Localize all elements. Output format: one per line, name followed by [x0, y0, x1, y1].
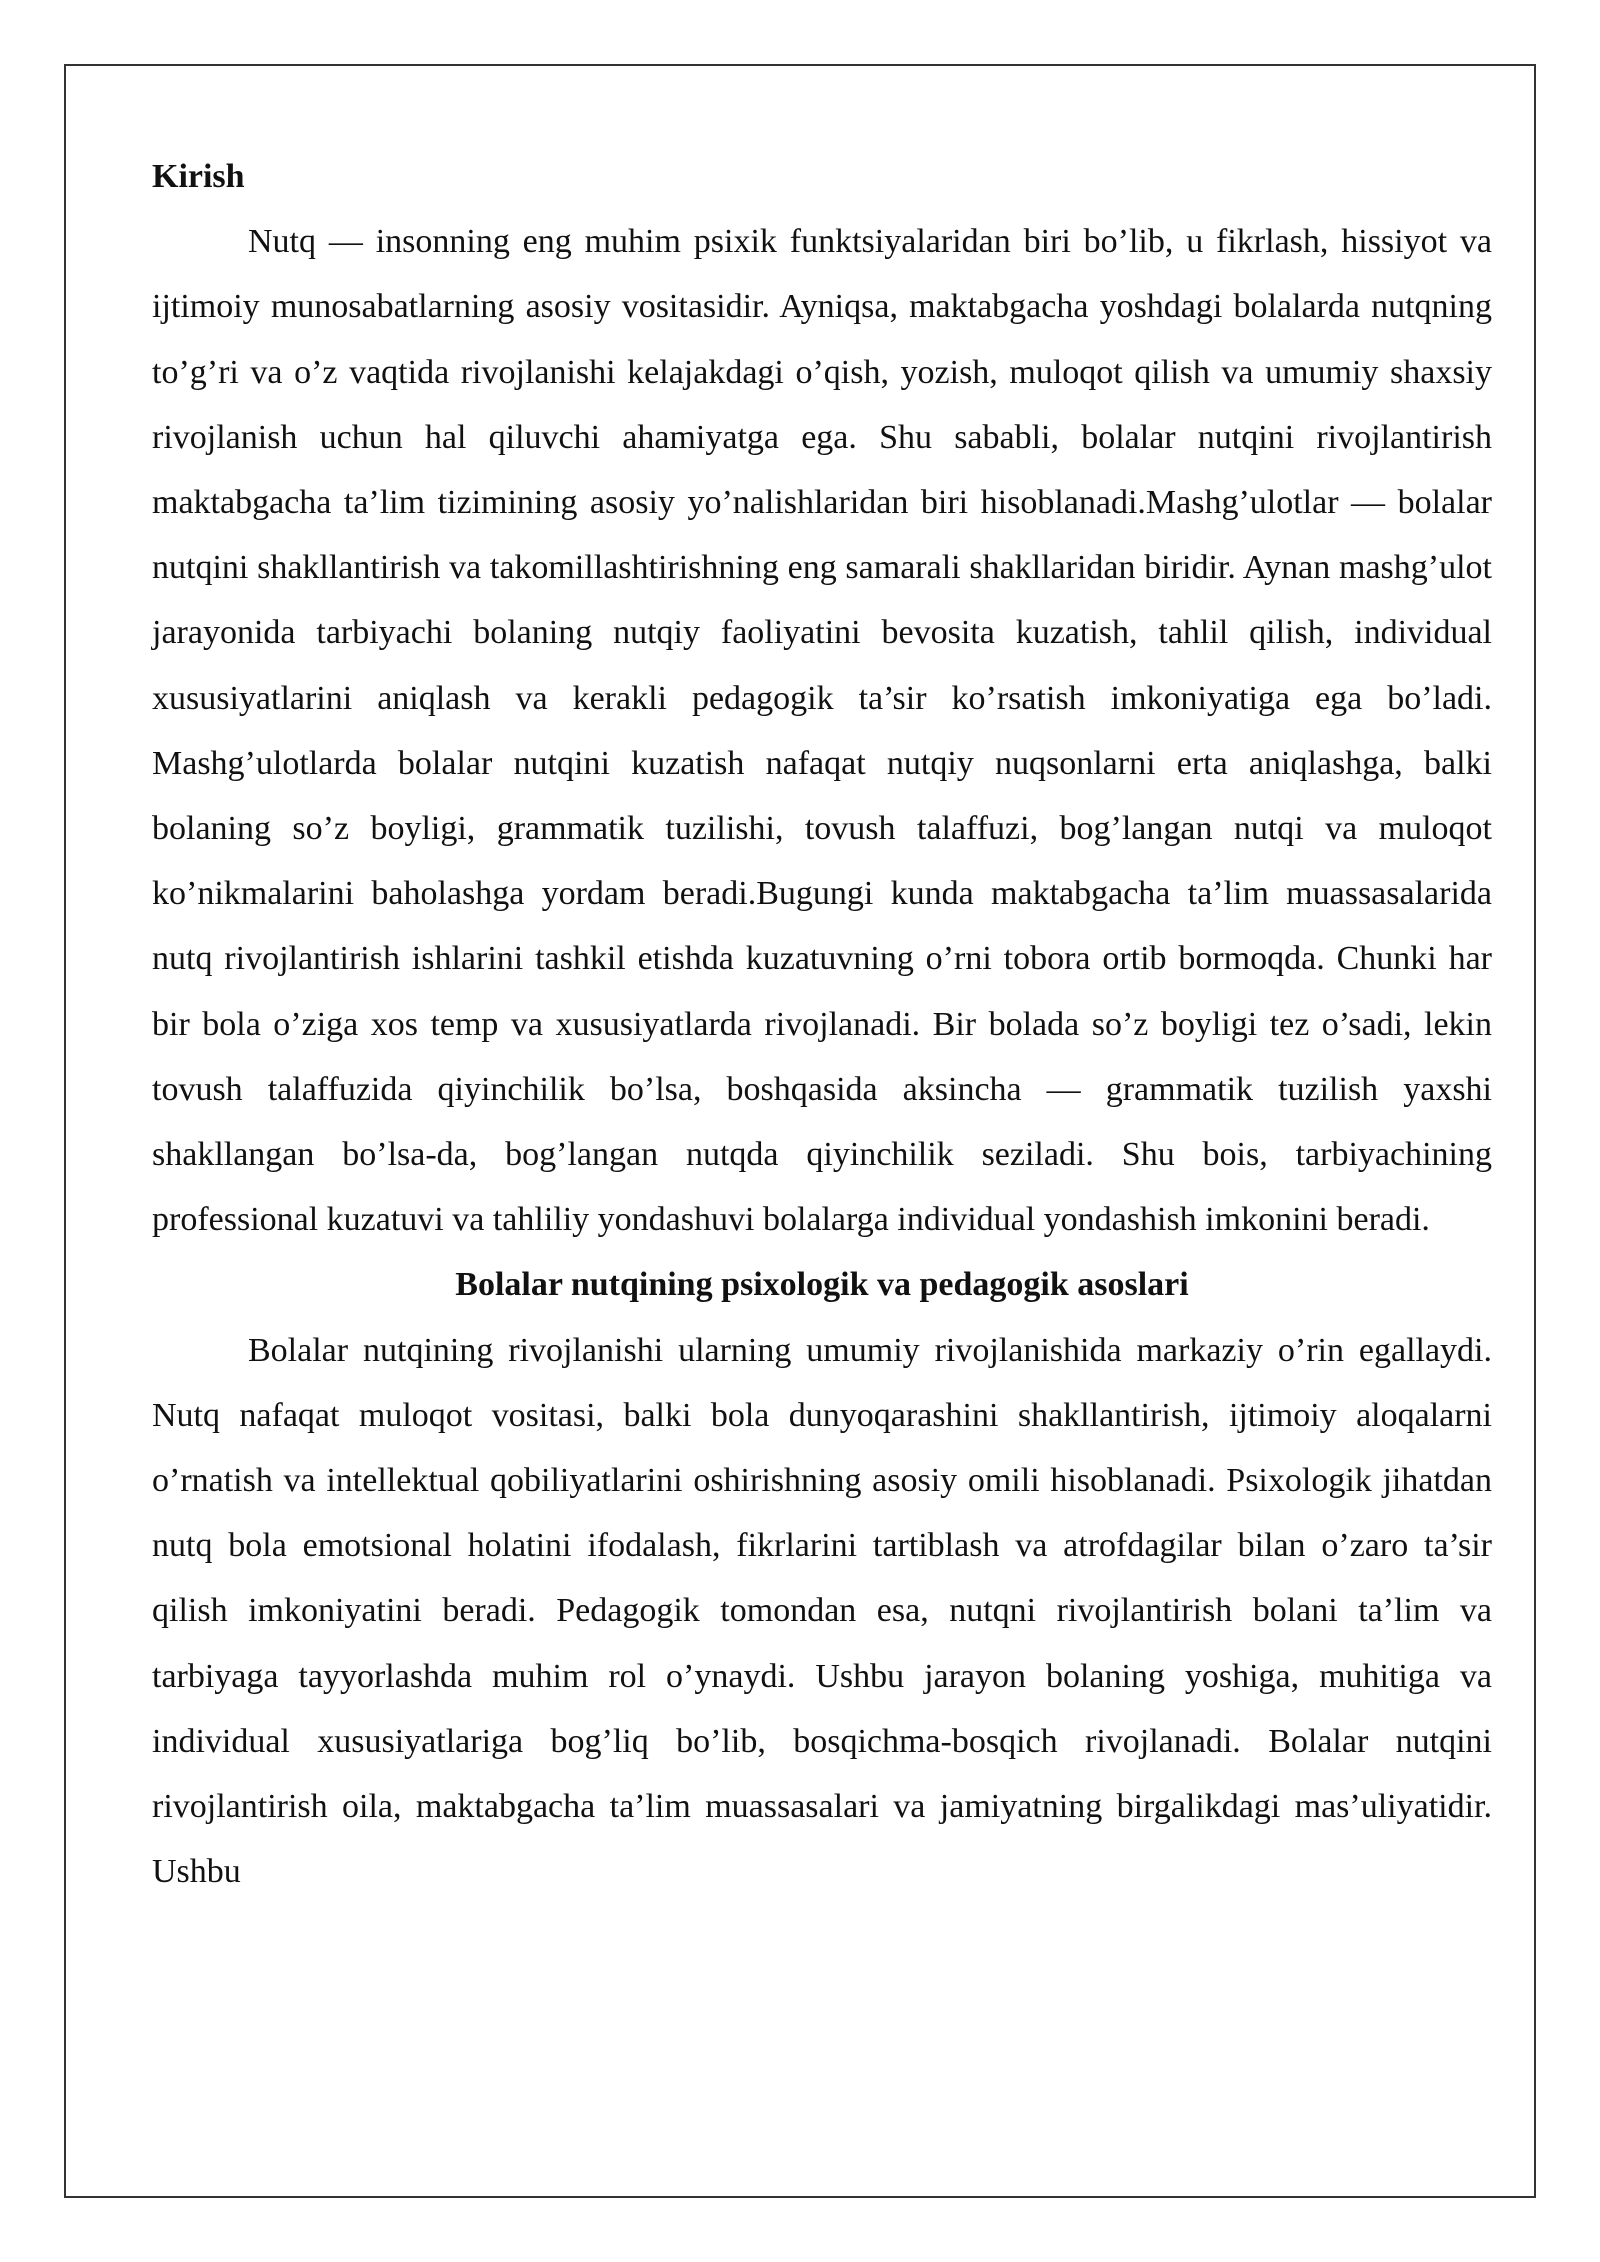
- paragraph-intro: Nutq — insonning eng muhim psixik funktsiyalaridan biri bo’lib, u fikrlash, hissiyot va ijtimoiy munosabatlarning asosiy vositasidir. Ayniqsa, maktabgacha yoshdagi bolalarda nutqning to’g’ri va o’z vaqtida rivojlanishi kelajakdagi o’qish, yozish, muloqot qilish va umumiy shaxsiy rivojlanish uchun hal qiluvchi ahamiyatga ega. Shu sababli, bolalar nutqini rivojlantirish maktabgacha ta’lim tizimining asosiy yo’nalishlaridan biri hisoblanadi.Mashg’ulotlar — bolalar nutqini shakllantirish va takomillashtirishning eng samarali shakllaridan biridir. Aynan mashg’ulot jarayonida tarbiyachi bolaning nutqiy faoliyatini bevosita kuzatish, tahlil qilish, individual xususiyatlarini aniqlash va kerakli pedagogik ta’sir ko’rsatish imkoniyatiga ega bo’ladi. Mashg’ulotlarda bolalar nutqini kuzatish nafaqat nutqiy nuqsonlarni erta aniqlashga, balki bolaning so’z boyligi, grammatik tuzilishi, tovush talaffuzi, bog’langan nutqi va muloqot ko’nikmalarini baholashga yordam beradi.Bugungi kunda maktabgacha ta’lim muassasalarida nutq rivojlantirish ishlarini tashkil etishda kuzatuvning o’rni tobora ortib bormoqda. Chunki har bir bola o’ziga xos temp va xususiyatlarda rivojlanadi. Bir bolada so’z boyligi tez o’sadi, lekin tovush talaffuzida qiyinchilik bo’lsa, boshqasida aksincha — grammatik tuzilish yaxshi shakllangan bo’lsa-da, bog’langan nutqda qiyinchilik seziladi. Shu bois, tarbiyachining professional kuzatuvi va tahliliy yondashuvi bolalarga individual yondashish imkonini beradi.: [152, 223, 1492, 1239]
- document-body: [152, 144, 1492, 1904]
- paragraph-foundations: Bolalar nutqining rivojlanishi ularning umumiy rivojlanishida markaziy o’rin egallaydi. Nutq nafaqat muloqot vositasi, balki bola dunyoqarashini shakllantirish, ijtimoiy aloqalarni o’rnatish va intellektual qobiliyatlarini oshirishning asosiy omili hisoblanadi. Psixologik jihatdan nutq bola emotsional holatini ifodalash, fikrlarini tartiblash va atrofdagilar bilan o’zaro ta’sir qilish imkoniyatini beradi. Pedagogik tomondan esa, nutqni rivojlantirish bolani ta’lim va tarbiyaga tayyorlashda muhim rol o’ynaydi. Ushbu jarayon bolaning yoshiga, muhitiga va individual xususiyatlariga bog’liq bo’lib, bosqichma-bosqich rivojlanadi. Bolalar nutqini rivojlantirish oila, maktabgacha ta’lim muassasalari va jamiyatning birgalikdagi mas’uliyatidir. Ushbu: [152, 1331, 1492, 1891]
- section-heading-intro: Kirish: [152, 158, 245, 195]
- section-heading-foundations: Bolalar nutqining psixologik va pedagogik asoslari: [455, 1266, 1189, 1304]
